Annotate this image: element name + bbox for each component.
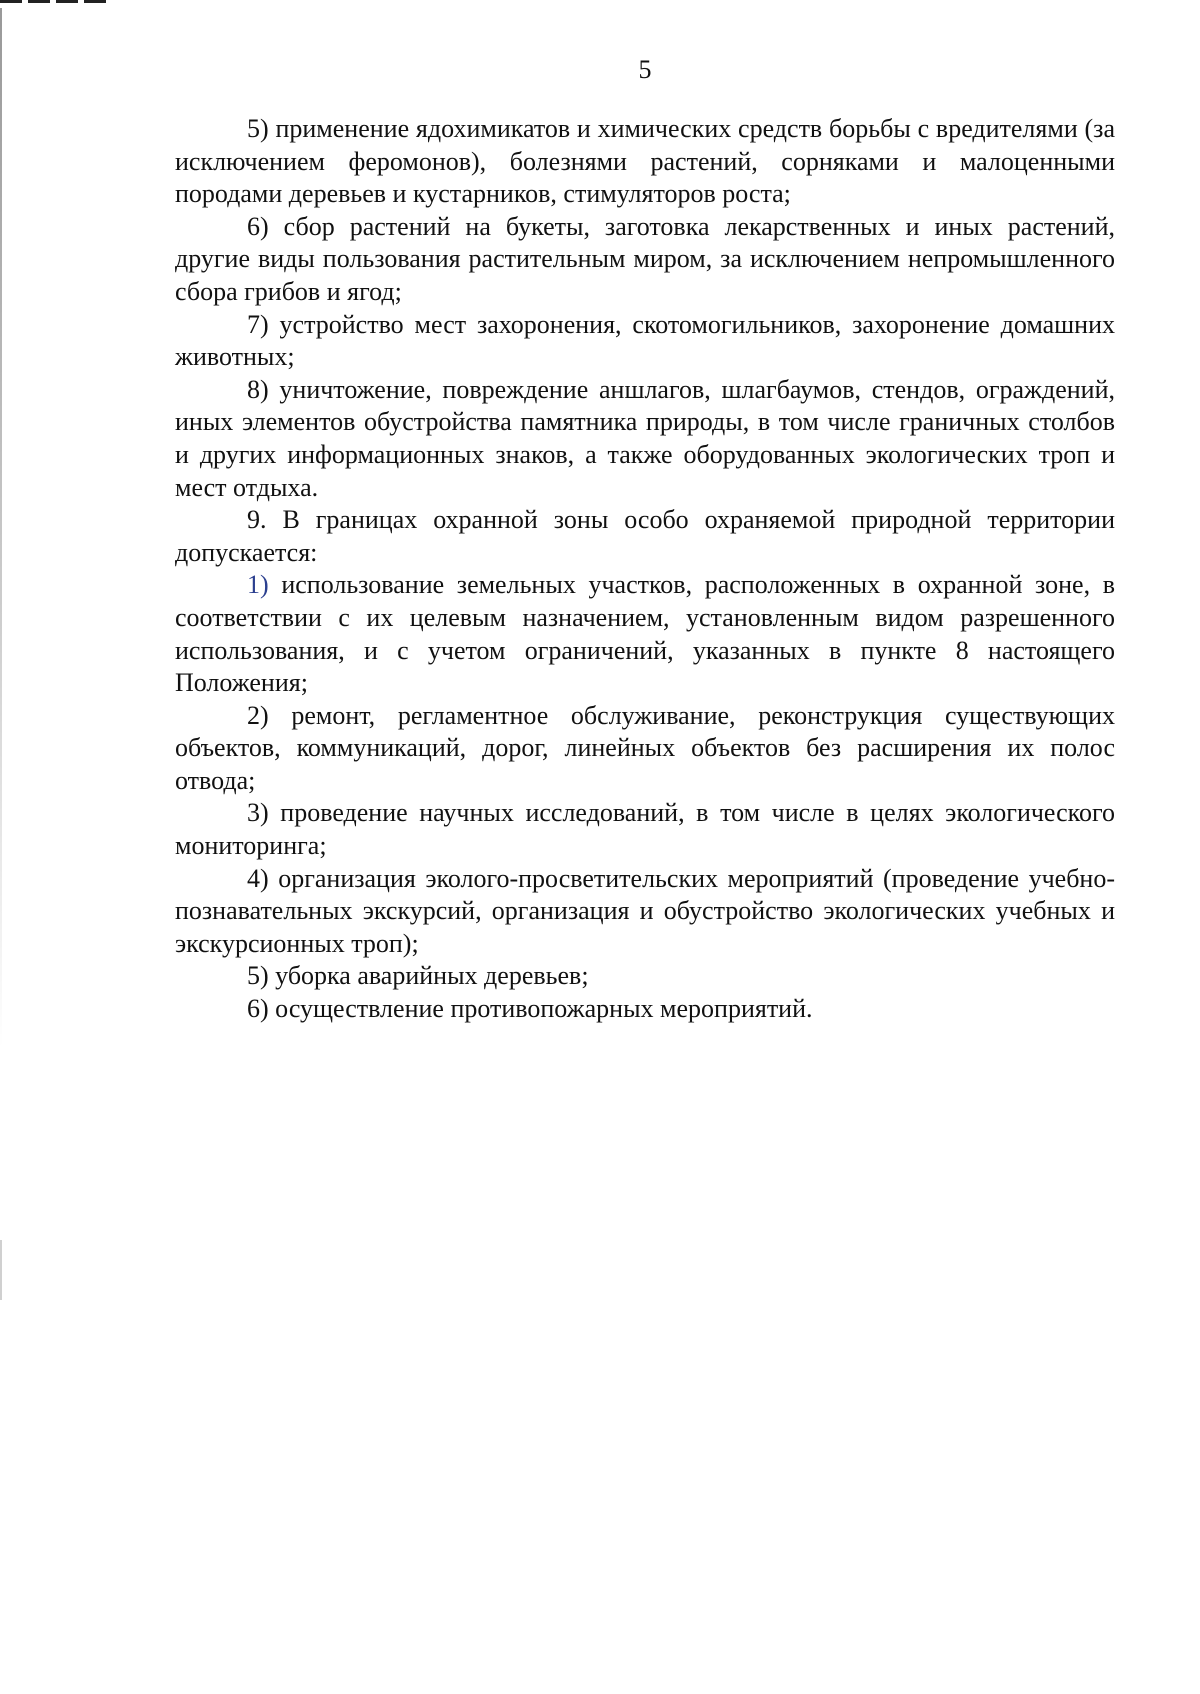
item-number: 2) [247, 700, 269, 730]
item-number: 5) [247, 961, 269, 991]
document-body [175, 113, 1115, 1026]
paragraph-item-7-burial-sites [175, 309, 1115, 374]
scan-edge-top [0, 0, 110, 3]
paragraph-item-4-education [175, 863, 1115, 961]
item-number: 3) [247, 798, 269, 828]
item-text: уничтожение, повреждение аншлагов, шлагбаумов, стендов, ограждений, иных элементов обустройства памятника природы, в том числе граничных столбов и других информационных знаков, а также оборудованных экологических троп и мест отдыха. [175, 374, 1116, 502]
item-number: 4) [247, 863, 269, 893]
item-text: устройство мест захоронения, скотомогильников, захоронение домашних животных; [175, 309, 1116, 372]
paragraph-item-6-plant-gathering [175, 211, 1115, 309]
point-text: В границах охранной зоны особо охраняемой природной территории допускается: [175, 505, 1116, 567]
item-number: 7) [247, 309, 269, 339]
item-number: 8) [247, 374, 269, 404]
paragraph-item-3-research [175, 797, 1115, 862]
paragraph-item-5-pesticides [175, 113, 1115, 211]
paragraph-point-9-permitted [175, 504, 1115, 569]
item-number: 5) [247, 114, 269, 143]
item-text: применение ядохимикатов и химических средств борьбы с вредителями (за исключением феромонов), болезнями растений, сорняками и малоценными породами деревьев и кустарников, стимуляторов роста; [175, 114, 1115, 209]
item-number: 6) [247, 994, 269, 1024]
item-text: организация эколого-просветительских мероприятий (проведение учебно-познавательных экскурсий, организация и обустройство экологических учебных и экскурсионных троп); [175, 863, 1116, 958]
point-number: 9. [247, 505, 267, 535]
paragraph-item-1-land-use [175, 569, 1115, 699]
item-text: ремонт, регламентное обслуживание, реконструкция существующих объектов, коммуникаций, дорог, линейных объектов без расширения их полос отвода; [175, 700, 1115, 795]
paragraph-item-8-destruction [175, 374, 1115, 504]
item-text: уборка аварийных деревьев; [275, 961, 589, 991]
paragraph-item-2-repair [175, 700, 1115, 798]
scan-edge-left-low [0, 1240, 2, 1300]
scan-edge-left [0, 8, 2, 1048]
paragraph-item-6-fire-prevention [175, 993, 1115, 1026]
item-text: сбор растений на букеты, заготовка лекарственных и иных растений, другие виды пользования растительным миром, за исключением непромышленного сбора грибов и ягод; [175, 211, 1115, 306]
item-number: 1) [247, 570, 269, 600]
item-number: 6) [247, 211, 269, 241]
paragraph-item-5-tree-removal [175, 960, 1115, 993]
item-text: использование земельных участков, расположенных в охранной зоне, в соответствии с их целевым назначением, установленным видом разрешенного использования, и с учетом ограничений, указанных в пункте 8 настоящего Положения; [175, 570, 1116, 698]
item-text: проведение научных исследований, в том числе в целях экологического мониторинга; [175, 798, 1115, 861]
item-text: осуществление противопожарных мероприятий. [275, 994, 813, 1024]
page-number: 5 [638, 55, 652, 84]
